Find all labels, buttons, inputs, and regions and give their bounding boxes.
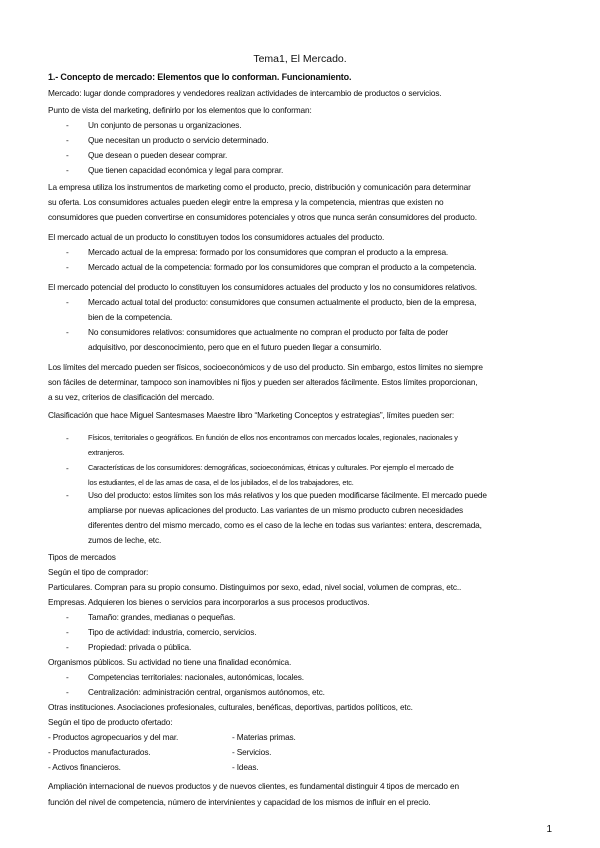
text-line: Empresas. Adquieren los bienes o servicios para incorporarlos a sus procesos productivos.	[48, 597, 370, 607]
document-title: Tema1, El Mercado.	[253, 53, 347, 65]
bullet-dash: -	[66, 327, 69, 337]
text-line: Clasificación que hace Miguel Santesmases Maestre libro “Marketing Conceptos y estrategias”, límites pueden ser:	[48, 410, 455, 420]
text-line: Mercado: lugar donde compradores y vendedores realizan actividades de intercambio de productos o servicios.	[48, 88, 442, 98]
bullet-dash: -	[66, 612, 69, 622]
bullet-item: No consumidores relativos: consumidores que actualmente no compran el producto por falta de poder	[88, 327, 448, 337]
bullet-item: Competencias territoriales: nacionales, autonómicas, locales.	[88, 672, 304, 682]
text-line: a su vez, criterios de clasificación del mercado.	[48, 392, 215, 402]
text-line: - Activos financieros.	[48, 762, 121, 772]
bullet-item: Uso del producto: estos límites son los más relativos y los que pueden modificarse fácilmente. El mercado puede	[88, 490, 487, 500]
text-line: ampliarse por nuevas aplicaciones del producto. Las variantes de un mismo producto cubren necesidades	[88, 505, 464, 515]
bullet-item: Mercado actual de la empresa: formado por los consumidores que compran el producto a la empresa.	[88, 247, 449, 257]
bullet-item: Físicos, territoriales o geográficos. En función de ellos nos encontramos con mercados locales, regionales, nacionales y	[88, 433, 458, 442]
text-line: diferentes dentro del mismo mercado, como es el caso de la leche en todas sus variantes: entera, descremada,	[88, 520, 482, 530]
bullet-dash: -	[66, 642, 69, 652]
bullet-dash: -	[66, 262, 69, 272]
bullet-dash: -	[66, 165, 69, 175]
bullet-item: Propiedad: privada o pública.	[88, 642, 192, 652]
bullet-dash: -	[66, 433, 69, 443]
section-heading: 1.- Concepto de mercado: Elementos que lo conforman. Funcionamiento.	[48, 72, 352, 82]
bullet-dash: -	[66, 490, 69, 500]
text-line: son fáciles de determinar, tampoco son inamovibles ni fijos y pueden ser alterados fácilmente. Estos límites proporcionan,	[48, 377, 478, 387]
text-line: Tipos de mercados	[48, 552, 116, 562]
bullet-dash: -	[66, 120, 69, 130]
bullet-item: Que tienen capacidad económica y legal para comprar.	[88, 165, 284, 175]
text-line: zumos de leche, etc.	[88, 535, 162, 545]
bullet-item: Mercado actual total del producto: consumidores que consumen actualmente el producto, bien de la empresa,	[88, 297, 477, 307]
text-line: Organismos públicos. Su actividad no tiene una finalidad económica.	[48, 657, 292, 667]
text-line: Según el tipo de producto ofertado:	[48, 717, 173, 727]
bullet-dash: -	[66, 135, 69, 145]
bullet-dash: -	[66, 247, 69, 257]
bullet-dash: -	[66, 627, 69, 637]
bullet-item: Tamaño: grandes, medianas o pequeñas.	[88, 612, 236, 622]
text-line: consumidores que pueden convertirse en consumidores potenciales y otros que nunca serán consumidores del producto.	[48, 212, 477, 222]
text-line: Punto de vista del marketing, definirlo por los elementos que lo conforman:	[48, 105, 312, 115]
bullet-item: Mercado actual de la competencia: formado por los consumidores que compran el producto a la competencia.	[88, 262, 477, 272]
text-line: bien de la competencia.	[88, 312, 173, 322]
text-line-col2: - Servicios.	[232, 747, 272, 757]
text-line: los estudiantes, el de las amas de casa, el de los jubilados, el de los trabajadores, etc.	[88, 478, 354, 487]
text-line: su oferta. Los consumidores actuales pueden elegir entre la empresa y la competencia, mientras que existen no	[48, 197, 444, 207]
text-line: Otras instituciones. Asociaciones profesionales, culturales, benéficas, deportivas, partidos políticos, etc.	[48, 702, 413, 712]
text-line: Ampliación internacional de nuevos productos y de nuevos clientes, es fundamental distinguir 4 tipos de mercado en	[48, 781, 459, 791]
bullet-dash: -	[66, 672, 69, 682]
page-number: 1	[546, 824, 552, 835]
text-line: La empresa utiliza los instrumentos de marketing como el producto, precio, distribución y comunicación para determinar	[48, 182, 471, 192]
bullet-item: Tipo de actividad: industria, comercio, servicios.	[88, 627, 257, 637]
text-line: Los límites del mercado pueden ser físicos, socioeconómicos y de uso del producto. Sin embargo, estos límites no siempre	[48, 362, 483, 372]
bullet-item: Un conjunto de personas u organizaciones.	[88, 120, 242, 130]
bullet-dash: -	[66, 687, 69, 697]
text-line: adquisitivo, por desconocimiento, pero que en el futuro pueden llegar a consumirlo.	[88, 342, 382, 352]
text-line: Particulares. Compran para su propio consumo. Distinguimos por sexo, edad, nivel social, volumen de compras, etc..	[48, 582, 462, 592]
text-line: función del nivel de competencia, número de intervinientes y capacidad de los mismos de influir en el precio.	[48, 797, 431, 807]
bullet-item: Que desean o pueden desear comprar.	[88, 150, 228, 160]
bullet-item: Que necesitan un producto o servicio determinado.	[88, 135, 269, 145]
bullet-dash: -	[66, 463, 69, 473]
text-line: El mercado potencial del producto lo constituyen los consumidores actuales del producto y los no consumidores relativos.	[48, 282, 477, 292]
bullet-dash: -	[66, 150, 69, 160]
bullet-item: Características de los consumidores: demográficas, socioeconómicas, étnicas y culturales. Por ejemplo el mercado de	[88, 463, 454, 472]
text-line-col2: - Ideas.	[232, 762, 259, 772]
bullet-item: Centralización: administración central, organismos autónomos, etc.	[88, 687, 325, 697]
bullet-dash: -	[66, 297, 69, 307]
text-line: extranjeros.	[88, 448, 125, 457]
text-line: El mercado actual de un producto lo constituyen todos los consumidores actuales del producto.	[48, 232, 385, 242]
text-line: Según el tipo de comprador:	[48, 567, 149, 577]
text-line: - Productos manufacturados.	[48, 747, 151, 757]
text-line-col2: - Materias primas.	[232, 732, 296, 742]
text-line: - Productos agropecuarios y del mar.	[48, 732, 179, 742]
